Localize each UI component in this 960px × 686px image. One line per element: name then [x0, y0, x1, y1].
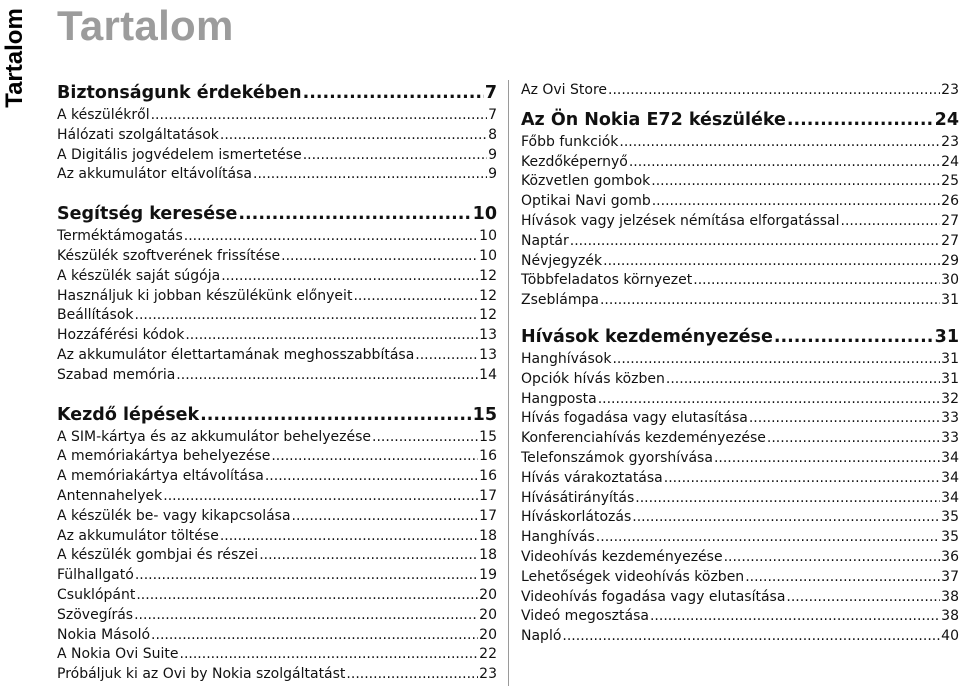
- toc-page-number: 15: [472, 404, 497, 425]
- dot-leader: [600, 291, 940, 311]
- toc-entry-label: Az akkumulátor élettartamának meghosszabbítása: [57, 346, 415, 363]
- dot-leader: [415, 346, 478, 366]
- toc-entry-a-sim-kartya-es-az-akkumulator-behelyezese[interactable]: [57, 428, 497, 448]
- toc-entry-az-akkumulator-elettartamanak-meghosszabbitasa[interactable]: [57, 346, 497, 366]
- toc-heading-az-on-nokia-e72-keszuleke[interactable]: [521, 108, 959, 133]
- toc-entry-konferenciahivas-kezdemenyezese[interactable]: [521, 429, 959, 449]
- toc-entry-label: Főbb funkciók: [521, 133, 619, 150]
- side-tab-label: Tartalom: [1, 8, 28, 108]
- toc-entry-label: A Digitális jogvédelem ismertetése: [57, 146, 302, 163]
- dot-leader: [303, 146, 487, 166]
- toc-heading-segitseg-keresese[interactable]: [57, 202, 497, 227]
- toc-entry-label: Videó megosztása: [521, 608, 649, 625]
- toc-page-number: 18: [479, 527, 497, 544]
- toc-page-number: 7: [484, 83, 497, 103]
- dot-leader: [651, 172, 940, 192]
- toc-page-number: 27: [941, 232, 959, 249]
- toc-page-number: 13: [479, 327, 497, 344]
- toc-entry-label: Terméktámogatás: [57, 228, 183, 245]
- toc-entry-hasznaljuk-ki-jobban-keszulekunk-elonyeit[interactable]: [57, 287, 497, 307]
- dot-leader: [220, 527, 478, 547]
- dot-leader: [570, 232, 940, 252]
- toc-entry-nokia-masolo[interactable]: [57, 626, 497, 646]
- dot-leader: [220, 126, 487, 146]
- dot-leader: [608, 81, 940, 101]
- toc-entry-a-keszulekrol[interactable]: [57, 106, 497, 126]
- toc-entry-label: Szövegírás: [57, 606, 134, 623]
- toc-entry-videohivas-kezdemenyezese[interactable]: [521, 548, 959, 568]
- toc-entry-label: Videohívás kezdeményezése: [521, 548, 723, 565]
- toc-entry-telefonszamok-gyorshivasa[interactable]: [521, 449, 959, 469]
- toc-entry-label: Hívásátirányítás: [521, 489, 635, 506]
- toc-entry-label: Készülék szoftverének frissítése: [57, 247, 281, 264]
- toc-entry-label: Hívások kezdeményezése: [521, 326, 773, 347]
- toc-page-number: 18: [479, 547, 497, 564]
- toc-entry-hozzaferesi-kodok[interactable]: [57, 326, 497, 346]
- toc-page-number: 23: [941, 133, 959, 150]
- dot-leader: [632, 508, 940, 528]
- toc-entry-fobb-funkciok[interactable]: [521, 133, 959, 153]
- toc-entry-tobbfeladatos-kornyezet[interactable]: [521, 271, 959, 291]
- toc-entry-az-ovi-store[interactable]: [521, 81, 959, 101]
- toc-entry-label: A SIM-kártya és az akkumulátor behelyezése: [57, 428, 372, 445]
- toc-page-number: 16: [479, 468, 497, 485]
- toc-entry-hanghivas[interactable]: [521, 528, 959, 548]
- toc-entry-label: Beállítások: [57, 307, 134, 324]
- toc-entry-label: Segítség keresése: [57, 204, 238, 225]
- toc-entry-nevjegyzek[interactable]: [521, 252, 959, 272]
- toc-page-number: 10: [479, 228, 497, 245]
- toc-entry-label: A készülék saját súgója: [57, 267, 221, 284]
- toc-heading-hivasok-kezdemenyezese[interactable]: [521, 325, 959, 350]
- toc-entry-hivasatiranyitas[interactable]: [521, 489, 959, 509]
- toc-entry-opciok-hivas-kozben[interactable]: [521, 370, 959, 390]
- dot-leader: [767, 429, 940, 449]
- toc-page-number: 37: [941, 568, 959, 585]
- dot-leader: [265, 467, 478, 487]
- dot-leader: [619, 133, 940, 153]
- toc-page-number: 16: [479, 448, 497, 465]
- toc-entry-label: Hanghívások: [521, 350, 612, 367]
- dot-leader: [372, 428, 478, 448]
- toc-right-column: [521, 81, 959, 647]
- dot-leader: [353, 287, 478, 307]
- toc-page-number: 10: [479, 247, 497, 264]
- dot-leader: [303, 81, 484, 106]
- dot-leader: [693, 271, 940, 291]
- dot-leader: [774, 325, 934, 350]
- dot-leader: [180, 645, 479, 665]
- toc-entry-label: Névjegyzék: [521, 252, 603, 269]
- toc-page-number: 12: [479, 287, 497, 304]
- toc-entry-label: Az akkumulátor töltése: [57, 527, 219, 544]
- toc-page-number: 22: [479, 646, 497, 663]
- toc-entry-keszulek-szoftverenek-frissitese[interactable]: [57, 247, 497, 267]
- toc-entry-label: Napló: [521, 628, 562, 645]
- toc-entry-label: Zseblámpa: [521, 292, 599, 309]
- toc-page-number: 33: [941, 410, 959, 427]
- toc-entry-hangposta[interactable]: [521, 390, 959, 410]
- toc-entry-label: Hívások vagy jelzések némítása elforgatással: [521, 212, 840, 229]
- toc-page-number: 25: [941, 173, 959, 190]
- toc-page-number: 9: [488, 146, 497, 163]
- toc-entry-label: Videohívás fogadása vagy elutasítása: [521, 588, 786, 605]
- toc-entry-label: Használjuk ki jobban készülékünk előnyeit: [57, 287, 353, 304]
- toc-page-number: 20: [479, 586, 497, 603]
- dot-leader: [562, 627, 940, 647]
- page-title: Tartalom: [57, 2, 234, 49]
- toc-entry-label: A Nokia Ovi Suite: [57, 646, 179, 663]
- side-tab: [0, 0, 30, 120]
- toc-entry-a-digitalis-jogvedelem-ismertetese[interactable]: [57, 146, 497, 166]
- toc-entry-kozvetlen-gombok[interactable]: [521, 172, 959, 192]
- toc-entry-label: A memóriakártya behelyezése: [57, 448, 271, 465]
- toc-entry-naptar[interactable]: [521, 232, 959, 252]
- toc-page-number: 40: [941, 628, 959, 645]
- toc-section-az-on-nokia-e72-keszuleke: [521, 108, 959, 311]
- toc-entry-label: Biztonságunk érdekében: [57, 83, 302, 103]
- toc-entry-video-megosztasa[interactable]: [521, 607, 959, 627]
- dot-leader: [163, 487, 478, 507]
- toc-entry-label: Naptár: [521, 232, 569, 249]
- dot-leader: [596, 528, 940, 548]
- toc-page-number: 12: [479, 307, 497, 324]
- toc-entry-halozati-szolgaltatasok[interactable]: [57, 126, 497, 146]
- toc-page-number: 31: [941, 370, 959, 387]
- toc-entry-label: Nokia Másoló: [57, 626, 151, 643]
- toc-page-number: 10: [472, 204, 497, 225]
- toc-entry-optikai-navi-gomb[interactable]: [521, 192, 959, 212]
- toc-entry-hivasok-vagy-jelzesek-nemitasa-elforgatassal[interactable]: [521, 212, 959, 232]
- toc-heading-kezdo-lepesek[interactable]: [57, 403, 497, 428]
- toc-page-number: 8: [488, 126, 497, 143]
- toc-entry-label: Hívás fogadása vagy elutasítása: [521, 410, 748, 427]
- dot-leader: [238, 202, 471, 227]
- dot-leader: [841, 212, 941, 232]
- dot-leader: [271, 447, 478, 467]
- toc-entry-a-keszulek-sajat-sugoja[interactable]: [57, 267, 497, 287]
- toc-entry-a-keszulek-be-vagy-kikapcsolasa[interactable]: [57, 507, 497, 527]
- dot-leader: [786, 588, 940, 608]
- toc-entry-label: Hozzáférési kódok: [57, 327, 185, 344]
- toc-page-number: 27: [941, 212, 959, 229]
- dot-leader: [598, 390, 940, 410]
- dot-leader: [253, 165, 487, 185]
- toc-page-number: 14: [479, 366, 497, 383]
- toc-page-number: 13: [479, 346, 497, 363]
- toc-entry-label: Szabad memória: [57, 366, 176, 383]
- dot-leader: [652, 192, 940, 212]
- toc-entry-label: Hanghívás: [521, 529, 595, 546]
- toc-page-number: 34: [941, 489, 959, 506]
- toc-entry-szabad-memoria[interactable]: [57, 366, 497, 386]
- dot-leader: [749, 409, 940, 429]
- toc-page-number: 35: [941, 509, 959, 526]
- dot-leader: [603, 252, 940, 272]
- toc-page-number: 26: [941, 193, 959, 210]
- toc-page-number: 7: [488, 107, 497, 123]
- toc-entry-zseblampa[interactable]: [521, 291, 959, 311]
- toc-page-number: 36: [941, 548, 959, 565]
- dot-leader: [200, 403, 472, 428]
- dot-leader: [635, 489, 940, 509]
- toc-entry-label: Hívás várakoztatása: [521, 469, 663, 486]
- toc-page-number: 34: [941, 449, 959, 466]
- toc-page-number: 17: [479, 487, 497, 504]
- toc-entry-hivaskorlatozas[interactable]: [521, 508, 959, 528]
- toc-entry-label: Opciók hívás közben: [521, 370, 665, 387]
- toc-page-number: 33: [941, 430, 959, 447]
- toc-page-number: 31: [941, 292, 959, 309]
- dot-leader: [745, 568, 940, 588]
- toc-page-number: 19: [479, 567, 497, 584]
- dot-leader: [151, 106, 487, 126]
- dot-leader: [221, 267, 478, 287]
- toc-entry-label: Kezdő lépések: [57, 404, 200, 425]
- toc-page-number: 29: [941, 252, 959, 269]
- toc-entry-label: A készülék gombjai és részei: [57, 547, 259, 564]
- dot-leader: [629, 153, 940, 173]
- toc-entry-label: Közvetlen gombok: [521, 173, 651, 190]
- toc-page-number: 24: [934, 109, 959, 130]
- toc-section-kezdo-lepesek: [57, 403, 497, 685]
- dot-leader: [650, 607, 940, 627]
- dot-leader: [259, 546, 478, 566]
- dot-leader: [134, 606, 478, 626]
- toc-page-number: 17: [479, 507, 497, 524]
- toc-entry-label: A készülék be- vagy kikapcsolása: [57, 507, 291, 524]
- toc-entry-a-nokia-ovi-suite[interactable]: [57, 645, 497, 665]
- toc-page-number: 20: [479, 626, 497, 643]
- toc-heading-biztonsagunk-erdekeben[interactable]: [57, 81, 497, 106]
- toc-entry-az-akkumulator-toltese[interactable]: [57, 527, 497, 547]
- dot-leader: [184, 227, 478, 247]
- toc-entry-label: Antennahelyek: [57, 487, 163, 504]
- toc-page-number: 12: [479, 267, 497, 284]
- toc-page-number: 32: [941, 390, 959, 407]
- toc-entry-hivas-varakoztatasa[interactable]: [521, 469, 959, 489]
- toc-page-number: 35: [941, 529, 959, 546]
- toc-left-column: [57, 81, 497, 685]
- toc-section-segitseg-keresese: [57, 202, 497, 385]
- toc-entry-naplo[interactable]: [521, 627, 959, 647]
- dot-leader: [185, 326, 478, 346]
- dot-leader: [151, 626, 478, 646]
- toc-entry-label: Konferenciahívás kezdeményezése: [521, 430, 766, 447]
- dot-leader: [136, 586, 478, 606]
- toc-page-number: 38: [941, 608, 959, 625]
- toc-page-number: 24: [941, 153, 959, 170]
- dot-leader: [135, 566, 478, 586]
- toc-entry-label: Az Ön Nokia E72 készüléke: [521, 109, 786, 130]
- toc-entry-az-akkumulator-eltavolitasa[interactable]: [57, 165, 497, 185]
- toc-entry-fulhallgato[interactable]: [57, 566, 497, 586]
- dot-leader: [724, 548, 941, 568]
- toc-page-number: 23: [479, 666, 497, 683]
- toc-section-hivasok-kezdemenyezese: [521, 325, 959, 647]
- toc-entry-antennahelyek[interactable]: [57, 487, 497, 507]
- toc-section-biztonsagunk-erdekeben: [57, 81, 497, 185]
- dot-leader: [292, 507, 479, 527]
- toc-entry-label: Híváskorlátozás: [521, 509, 632, 526]
- toc-entry-label: Lehetőségek videohívás közben: [521, 568, 745, 585]
- toc-entry-label: Telefonszámok gyorshívása: [521, 449, 713, 466]
- toc-page-number: 23: [941, 82, 959, 98]
- dot-leader: [664, 469, 940, 489]
- toc-entry-label: A készülékről: [57, 107, 150, 123]
- toc-page-number: 34: [941, 469, 959, 486]
- dot-leader: [281, 247, 478, 267]
- toc-entry-label: Kezdőképernyő: [521, 153, 628, 170]
- toc-entry-lehetosegek-videohivas-kozben[interactable]: [521, 568, 959, 588]
- toc-entry-szovegiras[interactable]: [57, 606, 497, 626]
- toc-entry-label: A memóriakártya eltávolítása: [57, 468, 264, 485]
- toc-entry-a-keszulek-gombjai-es-reszei[interactable]: [57, 546, 497, 566]
- dot-leader: [612, 350, 940, 370]
- toc-entry-label: Próbáljuk ki az Ovi by Nokia szolgáltatást: [57, 666, 346, 683]
- toc-page-number: 15: [479, 428, 497, 445]
- toc-entry-probaljuk-ki-az-ovi-by-nokia-szolgaltatast[interactable]: [57, 665, 497, 685]
- toc-entry-termektamogatas[interactable]: [57, 227, 497, 247]
- toc-entry-label: Optikai Navi gomb: [521, 193, 651, 210]
- toc-entry-label: Az akkumulátor eltávolítása: [57, 166, 252, 183]
- toc-entry-hivas-fogadasa-vagy-elutasitasa[interactable]: [521, 409, 959, 429]
- dot-leader: [787, 108, 934, 133]
- column-divider: [508, 80, 509, 686]
- toc-page-number: 9: [488, 166, 497, 183]
- toc-entry-label: Hálózati szolgáltatások: [57, 126, 219, 143]
- toc-entry-kezdokepernyo[interactable]: [521, 153, 959, 173]
- toc-entry-a-memoriakartya-behelyezese[interactable]: [57, 447, 497, 467]
- toc-entry-videohivas-fogadasa-vagy-elutasitasa[interactable]: [521, 588, 959, 608]
- toc-entry-csuklopant[interactable]: [57, 586, 497, 606]
- toc-entry-label: Az Ovi Store: [521, 82, 608, 98]
- dot-leader: [714, 449, 940, 469]
- toc-entry-label: Csuklópánt: [57, 586, 136, 603]
- dot-leader: [135, 306, 479, 326]
- toc-entry-hanghivasok[interactable]: [521, 350, 959, 370]
- dot-leader: [666, 370, 940, 390]
- dot-leader: [176, 366, 478, 386]
- dot-leader: [346, 665, 478, 685]
- toc-entry-label: Fülhallgató: [57, 567, 134, 584]
- toc-entry-a-memoriakartya-eltavolitasa[interactable]: [57, 467, 497, 487]
- toc-entry-beallitasok[interactable]: [57, 306, 497, 326]
- toc-page-number: 20: [479, 606, 497, 623]
- toc-page-number: 30: [941, 272, 959, 289]
- toc-entry-label: Többfeladatos környezet: [521, 272, 693, 289]
- toc-entry-label: Hangposta: [521, 390, 597, 407]
- toc-page-number: 31: [941, 350, 959, 367]
- toc-page-number: 31: [934, 326, 959, 347]
- toc-page-number: 38: [941, 588, 959, 605]
